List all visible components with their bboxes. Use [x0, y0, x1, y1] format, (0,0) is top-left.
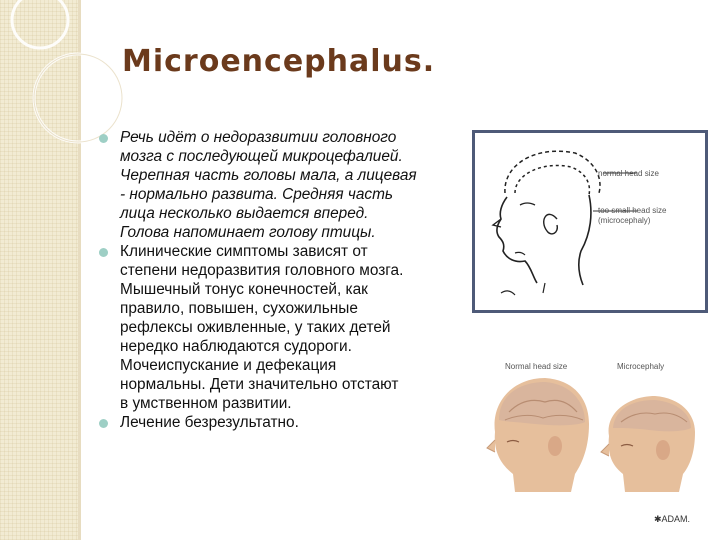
bullet-list	[98, 128, 466, 432]
bullet-text: Речь идёт о недоразвитии головного мозга с последующей микроцефалией. Черепная часть головы мала, а лицевая - нормально развита. Средняя часть лица несколько выдается вперед. Голова напоминает голову птицы.	[120, 129, 417, 241]
head-size-diagram	[472, 130, 708, 313]
label-microcephaly-photo: Microcephaly	[617, 362, 665, 371]
bullet-text: Клинические симптомы зависят от степени недоразвития головного мозга. Мышечный тонус конечностей, как правило, повышен, сухожильные рефлексы оживленные, у таких детей нередко наблюдаются судороги. Мочеиспускание и дефекация нормальны. Дети значительно отстают в умственном развитии.	[120, 243, 404, 412]
slide-title: Microencephalus.	[122, 44, 436, 79]
child-profile-drawing	[475, 133, 705, 310]
bullet-item	[98, 413, 466, 432]
bullet-dot-icon	[99, 248, 108, 257]
label-too-small-head-size: too small head size	[598, 206, 667, 215]
image-credit: ✱ADAM.	[654, 514, 691, 524]
bullet-text: Лечение безрезультатно.	[120, 414, 299, 431]
label-normal-head-size: normal head size	[598, 169, 659, 178]
head-comparison-illustration	[485, 362, 710, 492]
bullet-dot-icon	[99, 134, 108, 143]
brain-heads-image	[485, 362, 710, 492]
bullet-dot-icon	[99, 419, 108, 428]
bullet-item	[98, 242, 466, 413]
bullet-item	[98, 128, 466, 242]
label-microcephaly: (microcephaly)	[598, 216, 651, 225]
label-normal-head-photo: Normal head size	[505, 362, 568, 371]
